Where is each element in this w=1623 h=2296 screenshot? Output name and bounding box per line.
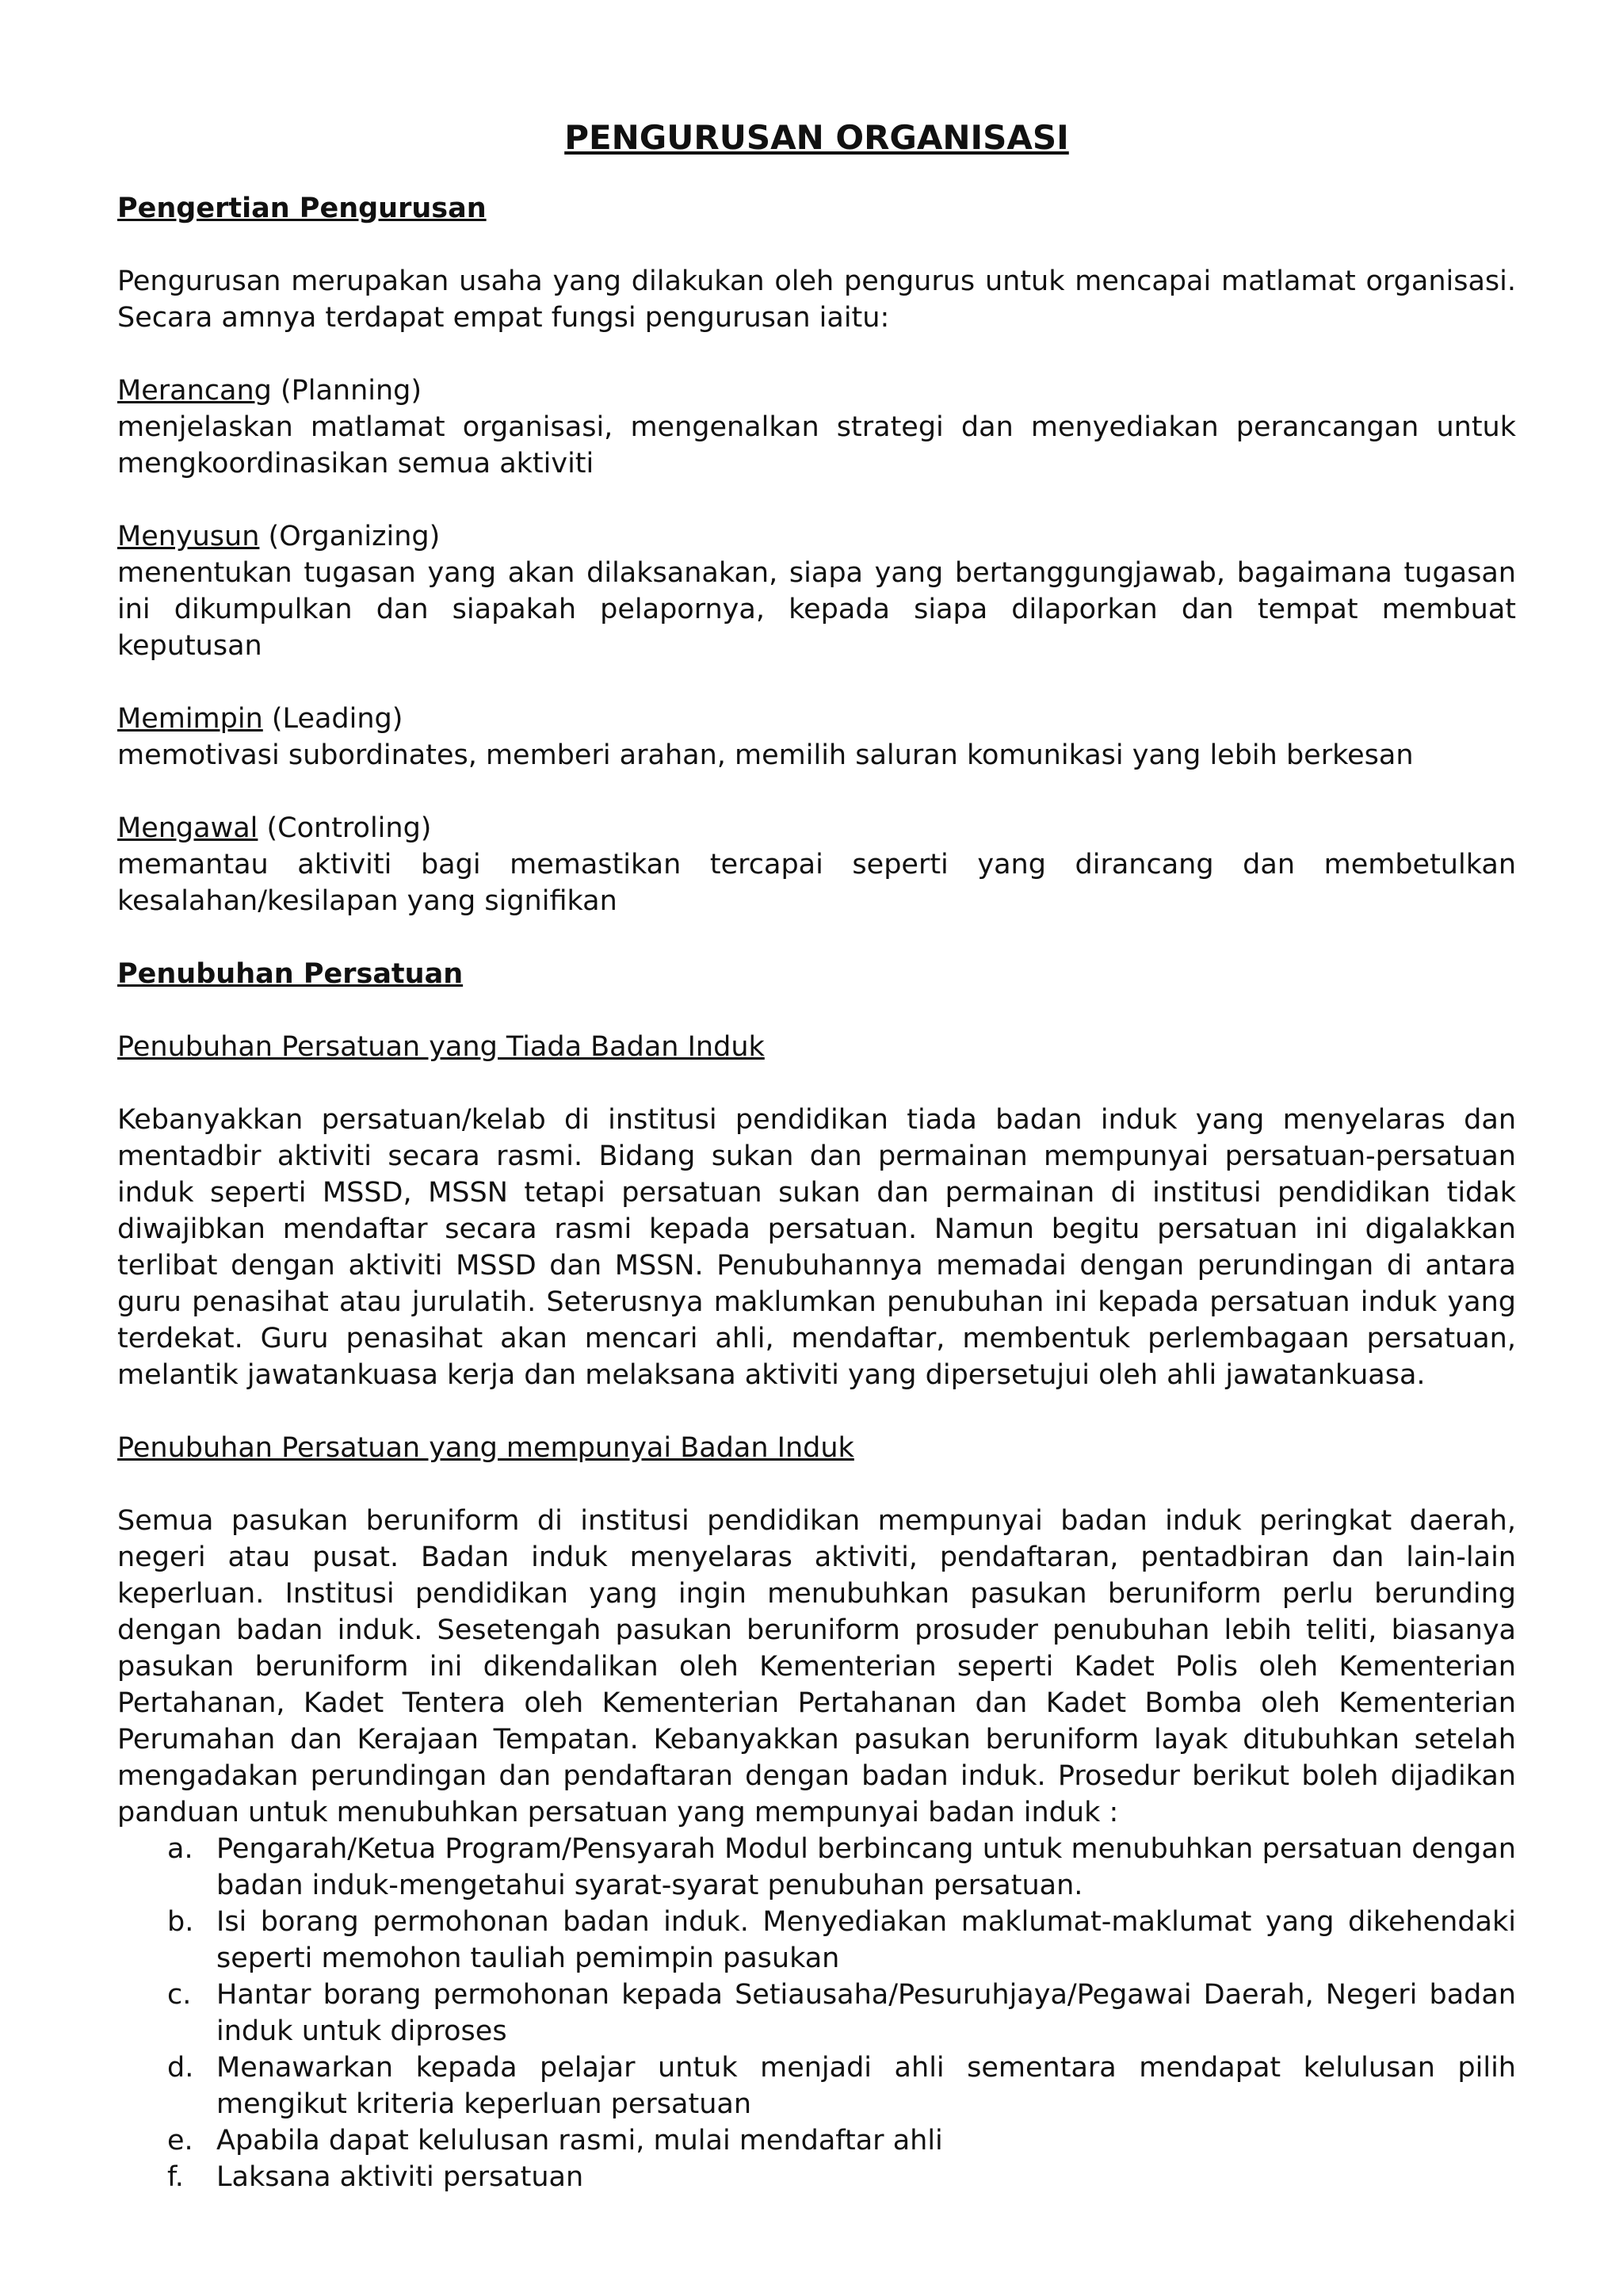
function-term: Merancang [117,375,272,407]
function-term: Mengawal [117,812,258,844]
subheading-tiada-badan-induk: Penubuhan Persatuan yang Tiada Badan Induk [117,1031,765,1063]
list-item [167,1831,1516,1904]
list-item [167,2050,1516,2122]
intro-paragraph: Pengurusan merupakan usaha yang dilakukan oleh pengurus untuk mencapai matlamat organisasi. Secara amnya terdapat empat fungsi pengurusan iaitu: [117,266,1516,334]
function-title [117,701,1516,737]
document-title: PENGURUSAN ORGANISASI [564,118,1069,157]
function-item-menyusun [117,518,1516,664]
list-item [167,2122,1516,2159]
list-marker: c. [167,1979,192,2011]
list-item [167,1977,1516,2050]
subheading-mempunyai-badan-induk: Penubuhan Persatuan yang mempunyai Badan Induk [117,1432,854,1464]
function-term: Menyusun [117,521,260,552]
function-term: Memimpin [117,703,263,735]
list-item [167,1904,1516,1977]
list-marker: e. [167,2125,193,2157]
function-title [117,518,1516,555]
function-english: (Organizing) [259,521,441,552]
list-marker: a. [167,1833,193,1865]
function-title [117,372,1516,409]
function-description: menjelaskan matlamat organisasi, mengenalkan strategi dan menyediakan perancangan untuk mengkoordinasikan semua aktiviti [117,411,1516,479]
list-item-text: Menawarkan kepada pelajar untuk menjadi ahli sementara mendapat kelulusan pilih mengikut kriteria keperluan persatuan [216,2052,1516,2120]
function-description: memotivasi subordinates, memberi arahan, memilih saluran komunikasi yang lebih berkesan [117,739,1414,771]
function-item-memimpin [117,701,1516,774]
procedure-list [117,1831,1516,2195]
list-marker: f. [167,2161,184,2193]
list-item-text: Pengarah/Ketua Program/Pensyarah Modul berbincang untuk menubuhkan persatuan dengan badan induk-mengetahui syarat-syarat penubuhan persatuan. [216,1833,1516,1901]
function-description: menentukan tugasan yang akan dilaksanakan, siapa yang bertanggungjawab, bagaimana tugasan ini dikumpulkan dan siapakah pelapornya, kepada siapa dilaporkan dan tempat membuat keputusan [117,557,1516,662]
list-marker: d. [167,2052,194,2084]
list-marker: b. [167,1906,194,1938]
function-item-merancang [117,372,1516,482]
function-item-mengawal [117,810,1516,919]
paragraph-tiada-badan-induk: Kebanyakkan persatuan/kelab di institusi pendidikan tiada badan induk yang menyelaras dan mentadbir aktiviti secara rasmi. Bidang sukan dan permainan mempunyai persatuan-persatuan induk seperti MSSD, MSSN tetapi persatuan sukan dan permainan di institusi pendidikan tidak diwajibkan mendaftar secara rasmi kepada persatuan. Namun begitu persatuan ini digalakkan terlibat dengan aktiviti MSSD dan MSSN. Penubuhannya memadai dengan perundingan di antara guru penasihat atau jurulatih. Seterusnya maklumkan penubuhan ini kepada persatuan induk yang terdekat. Guru penasihat akan mencari ahli, mendaftar, membentuk perlembagaan persatuan, melantik jawatankuasa kerja dan melaksana aktiviti yang dipersetujui oleh ahli jawatankuasa. [117,1104,1516,1391]
function-title [117,810,1516,846]
function-description: memantau aktiviti bagi memastikan tercapai seperti yang dirancang dan membetulkan kesalahan/kesilapan yang signifikan [117,849,1516,917]
list-item-text: Isi borang permohonan badan induk. Menyediakan maklumat-maklumat yang dikehendaki seperti memohon tauliah pemimpin pasukan [216,1906,1516,1974]
list-item [167,2159,1516,2195]
paragraph-mempunyai-badan-induk: Semua pasukan beruniform di institusi pendidikan mempunyai badan induk peringkat daerah, negeri atau pusat. Badan induk menyelaras aktiviti, pendaftaran, pentadbiran dan lain-lain keperluan. Institusi pendidikan yang ingin menubuhkan pasukan beruniform perlu berunding dengan badan induk. Sesetengah pasukan beruniform prosuder penubuhan lebih teliti, biasanya pasukan beruniform ini dikendalikan oleh Kementerian seperti Kadet Polis oleh Kementerian Pertahanan, Kadet Tentera oleh Kementerian Pertahanan dan Kadet Bomba oleh Kementerian Perumahan dan Kerajaan Tempatan. Kebanyakkan pasukan beruniform layak ditubuhkan setelah mengadakan perundingan dan pendaftaran dengan badan induk. Prosedur berikut boleh dijadikan panduan untuk menubuhkan persatuan yang mempunyai badan induk : [117,1505,1516,1828]
function-english: (Controling) [258,812,432,844]
section-heading-penubuhan: Penubuhan Persatuan [117,958,464,990]
document-page [117,117,1516,2195]
section-heading-pengertian: Pengertian Pengurusan [117,193,487,224]
function-english: (Leading) [262,703,403,735]
function-english: (Planning) [271,375,422,407]
list-item-text: Apabila dapat kelulusan rasmi, mulai mendaftar ahli [216,2125,943,2157]
list-item-text: Laksana aktiviti persatuan [216,2161,584,2193]
list-item-text: Hantar borang permohonan kepada Setiausaha/Pesuruhjaya/Pegawai Daerah, Negeri badan induk untuk diproses [216,1979,1516,2047]
